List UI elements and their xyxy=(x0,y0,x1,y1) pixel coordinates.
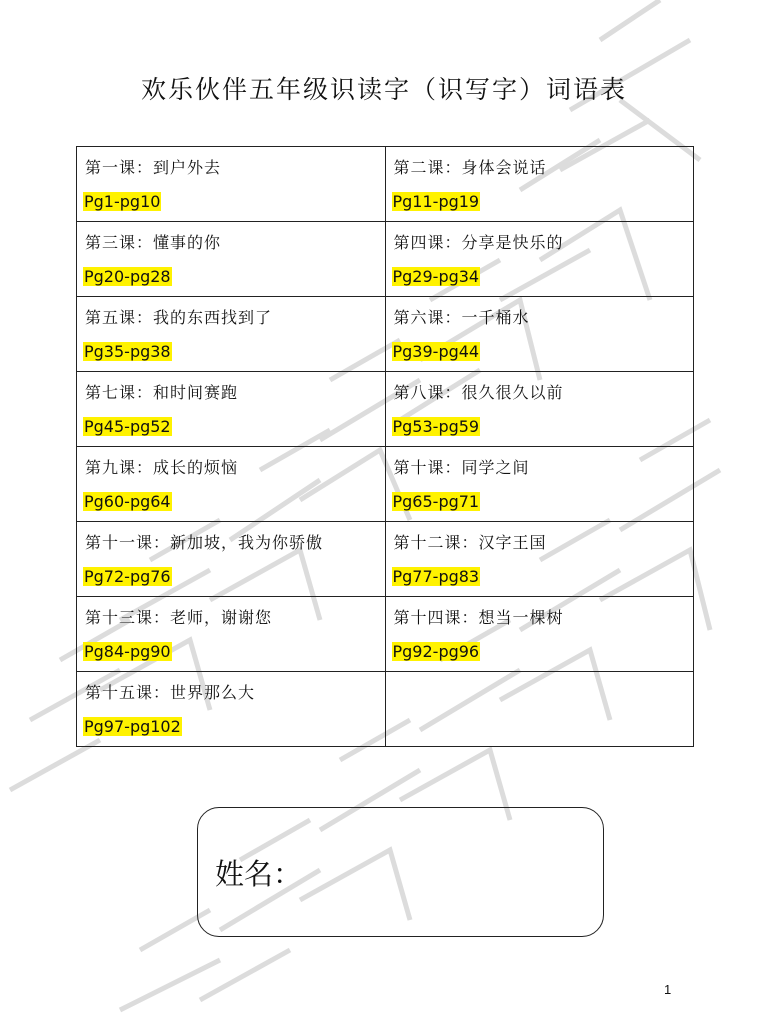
lesson-table xyxy=(76,146,694,747)
lesson-page-range: Pg53-pg59 xyxy=(392,417,480,436)
lesson-cell xyxy=(77,372,386,447)
lesson-page-range: Pg29-pg34 xyxy=(392,267,480,286)
lesson-page-range: Pg72-pg76 xyxy=(84,567,171,586)
lesson-cell xyxy=(385,522,694,597)
lesson-title: 第十四课：想当一棵树 xyxy=(393,608,564,627)
lesson-page-range: Pg84-pg90 xyxy=(84,642,171,661)
lesson-title: 第十二课：汉字王国 xyxy=(393,533,547,552)
lesson-page-range: Pg60-pg64 xyxy=(84,492,171,511)
table-row xyxy=(77,372,694,447)
lesson-cell xyxy=(385,597,694,672)
lesson-page-range: Pg45-pg52 xyxy=(84,417,171,436)
lesson-cell xyxy=(385,297,694,372)
table-row xyxy=(77,672,694,747)
lesson-cell xyxy=(385,147,694,222)
lesson-cell xyxy=(385,372,694,447)
name-label: 姓名： xyxy=(215,857,303,891)
lesson-cell xyxy=(77,447,386,522)
lesson-page-range: Pg65-pg71 xyxy=(392,492,480,511)
lesson-title: 第十五课：世界那么大 xyxy=(85,683,256,702)
page-number: 1 xyxy=(664,982,672,997)
lesson-page-range: Pg35-pg38 xyxy=(84,342,171,361)
lesson-title: 第十课：同学之间 xyxy=(393,458,530,477)
lesson-title: 第十一课：新加坡，我为你骄傲 xyxy=(85,533,324,552)
lesson-title: 第七课：和时间赛跑 xyxy=(85,383,239,402)
lesson-title: 第十三课：老师，谢谢您 xyxy=(85,608,273,627)
lesson-title: 第二课：身体会说话 xyxy=(393,158,547,177)
lesson-page-range: Pg97-pg102 xyxy=(84,717,181,736)
page-title: 欢乐伙伴五年级识读字（识写字）词语表 xyxy=(140,75,627,104)
lesson-page-range: Pg20-pg28 xyxy=(84,267,171,286)
lesson-title: 第六课：一千桶水 xyxy=(393,308,530,327)
lesson-page-range: Pg77-pg83 xyxy=(392,567,480,586)
lesson-title: 第一课：到户外去 xyxy=(85,158,222,177)
lesson-cell xyxy=(77,147,386,222)
lesson-cell xyxy=(77,297,386,372)
lesson-page-range: Pg1-pg10 xyxy=(84,192,161,211)
lesson-title: 第五课：我的东西找到了 xyxy=(85,308,273,327)
lesson-cell xyxy=(385,222,694,297)
lesson-title: 第八课：很久很久以前 xyxy=(393,383,564,402)
lesson-cell xyxy=(77,222,386,297)
table-row xyxy=(77,297,694,372)
table-row xyxy=(77,147,694,222)
lesson-cell xyxy=(385,447,694,522)
lesson-page-range: Pg11-pg19 xyxy=(392,192,480,211)
table-row xyxy=(77,597,694,672)
lesson-cell xyxy=(77,672,386,747)
empty-cell xyxy=(385,672,694,747)
table-row xyxy=(77,222,694,297)
name-box xyxy=(197,807,604,937)
lesson-cell xyxy=(77,597,386,672)
lesson-title: 第四课：分享是快乐的 xyxy=(393,233,564,252)
table-row xyxy=(77,522,694,597)
lesson-page-range: Pg39-pg44 xyxy=(392,342,480,361)
lesson-cell xyxy=(77,522,386,597)
lesson-page-range: Pg92-pg96 xyxy=(392,642,480,661)
lesson-title: 第九课：成长的烦恼 xyxy=(85,458,239,477)
table-row xyxy=(77,447,694,522)
lesson-title: 第三课：懂事的你 xyxy=(85,233,222,252)
